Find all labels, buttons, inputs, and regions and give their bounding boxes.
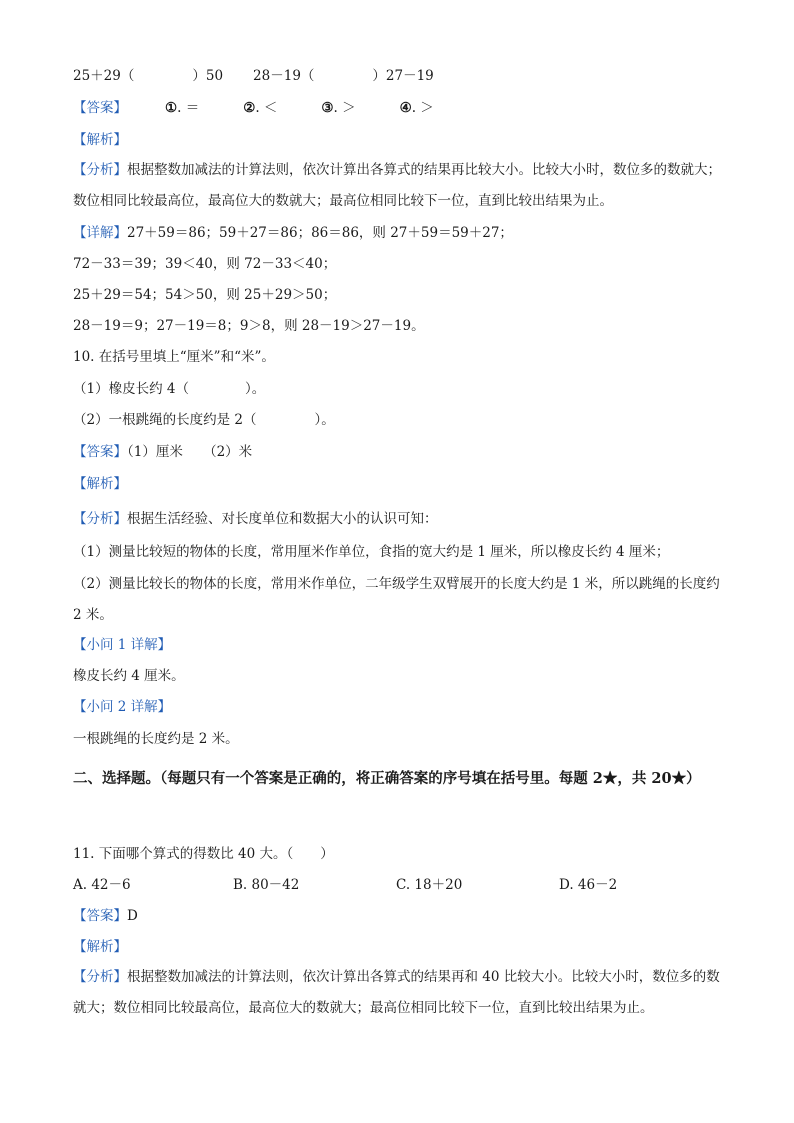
q10-title: 10. 在括号里填上“厘米”和“米”。 — [73, 349, 275, 365]
q10-part-1 — [73, 380, 265, 398]
q10-fenxi — [73, 510, 438, 528]
q11-analysis-tag: 【解析】 — [73, 939, 127, 955]
q10-answer — [73, 443, 252, 461]
detail-text-1: 27＋59＝86；59＋27＝86；86＝86，则 27＋59＝59＋27； — [127, 225, 513, 241]
q10-sub2-tag: 【小问 2 详解】 — [73, 699, 172, 715]
q11-fenxi-text: 根据整数加减法的计算法则，依次计算出各算式的结果再和 40 比较大小。比较大小时，数位多的数就大；数位相同比较最高位，最高位大的数就大；最高位相同比较下一位，直到比较出结果为止。 — [73, 969, 720, 1016]
q10-sub1-text: 橡皮长约 4 厘米。 — [73, 668, 185, 684]
q9-detail-line-3: 25＋29＝54；54＞50，则 25＋29＞50； — [73, 287, 337, 303]
q9-answer-line — [73, 99, 434, 117]
answer-2-number: ② — [243, 100, 256, 116]
q10-fenxi-p2: （2）测量比较长的物体的长度，常用米作单位，二年级学生双臂展开的长度大约是 1 米，所以跳绳的长度约 2 米。 — [73, 576, 720, 623]
answer-3-number: ③ — [321, 100, 334, 116]
q11-option-d: D. 46－2 — [559, 877, 618, 893]
q9-detail-line-2: 72－33＝39；39＜40，则 72－33＜40； — [73, 256, 337, 272]
section-2-heading: 二、选择题。（每题只有一个答案是正确的，将正确答案的序号填在括号里。每题 2★，共 20★） — [73, 770, 701, 787]
answer-1-number: ① — [165, 100, 178, 116]
fenxi-tag: 【分析】 — [73, 162, 127, 178]
q11-answer — [73, 907, 138, 925]
expr-2-end: ）27－19 — [372, 68, 434, 84]
q10-answer-text: （1）厘米 （2）米 — [127, 444, 253, 460]
answer-4-value: . ＞ — [411, 100, 434, 116]
detail-tag: 【详解】 — [73, 225, 127, 241]
q11-option-a: A. 42－6 — [73, 877, 131, 893]
q11-answer-text: D — [127, 908, 138, 924]
q10-part-2 — [73, 411, 335, 429]
q10-analysis-tag: 【解析】 — [73, 476, 127, 492]
q9-analysis-tag: 【解析】 — [73, 132, 127, 148]
fenxi-text: 根据整数加减法的计算法则，依次计算出各算式的结果再比较大小。比较大小时，数位多的数就大；数位相同比较最高位，最高位大的数就大；最高位相同比较下一位，直到比较出结果为止。 — [73, 162, 721, 209]
q10-part-2-text: （2）一根跳绳的长度约是 2（ — [73, 412, 257, 428]
q11-option-c: C. 18＋20 — [396, 877, 463, 893]
q11-option-b: B. 80－42 — [233, 877, 300, 893]
answer-4-number: ④ — [399, 100, 412, 116]
q11-fenxi-tag: 【分析】 — [73, 969, 127, 985]
q9-detail-line-4: 28－19＝9；27－19＝8；9＞8，则 28－19＞27－19。 — [73, 318, 425, 334]
q10-sub2-text: 一根跳绳的长度约是 2 米。 — [73, 731, 239, 747]
expr-1-end: ）50 — [192, 68, 224, 84]
q10-part-1-end: ）。 — [244, 381, 266, 397]
q11-options — [73, 876, 617, 894]
q11-title: 11. 下面哪个算式的得数比 40 大。（ ） — [73, 846, 334, 862]
q9-fenxi — [73, 155, 725, 217]
answer-1-value: . ＝ — [177, 100, 200, 116]
answer-tag: 【答案】 — [73, 100, 127, 116]
q10-fenxi-tag: 【分析】 — [73, 511, 127, 527]
expr-2: 28－19（ — [253, 68, 315, 84]
q10-fenxi-p1: （1）测量比较短的物体的长度，常用厘米作单位，食指的宽大约是 1 厘米，所以橡皮长约 4 厘米； — [73, 544, 670, 560]
expr-1: 25＋29（ — [73, 68, 135, 84]
q11-fenxi — [73, 962, 725, 1024]
q9-compare-line — [73, 67, 434, 85]
q10-fenxi-text: 根据生活经验、对长度单位和数据大小的认识可知： — [127, 511, 438, 527]
q9-detail-line-1 — [73, 224, 513, 242]
q10-answer-tag: 【答案】 — [73, 444, 127, 460]
q10-sub1-tag: 【小问 1 详解】 — [73, 637, 172, 653]
answer-3-value: . ＞ — [333, 100, 356, 116]
q11-answer-tag: 【答案】 — [73, 908, 127, 924]
answer-2-value: . ＜ — [255, 100, 278, 116]
q10-part-1-text: （1）橡皮长约 4（ — [73, 381, 189, 397]
q10-part-2-end: ）。 — [314, 412, 335, 428]
